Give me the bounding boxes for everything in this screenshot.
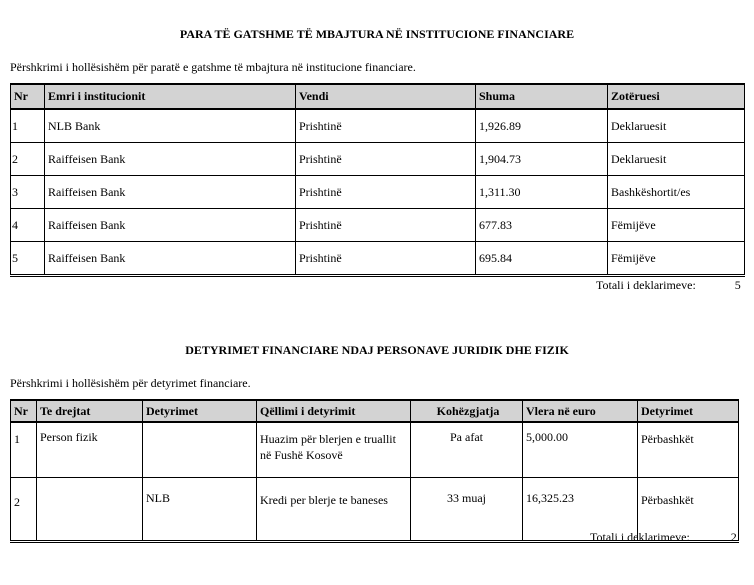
table-row bbox=[11, 109, 745, 143]
section1-total-value: 5 bbox=[734, 278, 741, 292]
section1-total bbox=[596, 278, 741, 293]
col-header-nr: Nr bbox=[11, 84, 45, 109]
section2-title: DETYRIMET FINANCIARE NDAJ PERSONAVE JURIDIK DHE FIZIK bbox=[185, 343, 569, 357]
cell-nr: 4 bbox=[11, 209, 45, 242]
section2-total-value: 2 bbox=[730, 530, 737, 544]
cell-liabilities-type: Përbashkët bbox=[638, 422, 739, 478]
table-row bbox=[11, 143, 745, 176]
cell-nr: 2 bbox=[11, 143, 45, 176]
table-row bbox=[11, 242, 745, 276]
cell-nr: 1 bbox=[11, 109, 45, 143]
cell-purpose: Huazim për blerjen e truallit në Fushë Kosovë bbox=[257, 422, 411, 478]
cell-rights: Person fizik bbox=[37, 422, 143, 478]
col-header-duration: Kohëzgjatja bbox=[411, 400, 523, 422]
table-row bbox=[11, 422, 739, 478]
cell-purpose: Kredi per blerje te baneses bbox=[257, 478, 411, 542]
section2-total-label: Totali i deklarimeve: bbox=[590, 530, 690, 544]
cell-liabilities: NLB bbox=[143, 478, 257, 542]
cell-owner: Bashkëshortit/es bbox=[608, 176, 745, 209]
col-header-amount: Shuma bbox=[476, 84, 608, 109]
cell-institution: Raiffeisen Bank bbox=[45, 143, 296, 176]
cell-duration: 33 muaj bbox=[411, 478, 523, 542]
col-header-location: Vendi bbox=[296, 84, 476, 109]
cell-rights bbox=[37, 478, 143, 542]
cell-amount: 677.83 bbox=[476, 209, 608, 242]
section2-total bbox=[590, 530, 737, 545]
col-header-institution: Emri i institucionit bbox=[45, 84, 296, 109]
cell-owner: Deklaruesit bbox=[608, 109, 745, 143]
col-header-owner: Zotëruesi bbox=[608, 84, 745, 109]
cell-amount: 1,904.73 bbox=[476, 143, 608, 176]
col-header-purpose: Qëllimi i detyrimit bbox=[257, 400, 411, 422]
col-header-liabilities-type: Detyrimet bbox=[638, 400, 739, 422]
cell-location: Prishtinë bbox=[296, 109, 476, 143]
section2-description: Përshkrimi i hollësishëm për detyrimet financiare. bbox=[10, 376, 251, 390]
cash-holdings-table bbox=[10, 83, 745, 277]
section1-title: PARA TË GATSHME TË MBAJTURA NË INSTITUCIONE FINANCIARE bbox=[179, 27, 575, 41]
cell-location: Prishtinë bbox=[296, 242, 476, 276]
cell-owner: Fëmijëve bbox=[608, 209, 745, 242]
col-header-liabilities: Detyrimet bbox=[143, 400, 257, 422]
col-header-nr: Nr bbox=[11, 400, 37, 422]
cell-owner: Fëmijëve bbox=[608, 242, 745, 276]
cell-nr: 3 bbox=[11, 176, 45, 209]
table-header-row bbox=[11, 84, 745, 109]
cell-liabilities bbox=[143, 422, 257, 478]
cell-institution: Raiffeisen Bank bbox=[45, 176, 296, 209]
col-header-value: Vlera në euro bbox=[523, 400, 638, 422]
financial-liabilities-table bbox=[10, 399, 739, 543]
cell-location: Prishtinë bbox=[296, 143, 476, 176]
cell-owner: Deklaruesit bbox=[608, 143, 745, 176]
cell-institution: Raiffeisen Bank bbox=[45, 242, 296, 276]
cell-value: 16,325.23 bbox=[523, 478, 638, 542]
cell-location: Prishtinë bbox=[296, 209, 476, 242]
cell-amount: 1,311.30 bbox=[476, 176, 608, 209]
table-row bbox=[11, 176, 745, 209]
table-row bbox=[11, 209, 745, 242]
cell-institution: NLB Bank bbox=[45, 109, 296, 143]
section1-description: Përshkrimi i hollësishëm për paratë e gatshme të mbajtura në institucione financiare. bbox=[10, 60, 416, 74]
cell-amount: 1,926.89 bbox=[476, 109, 608, 143]
cell-institution: Raiffeisen Bank bbox=[45, 209, 296, 242]
cell-liabilities-type: Përbashkët bbox=[638, 478, 739, 542]
section1-total-label: Totali i deklarimeve: bbox=[596, 278, 696, 292]
cell-nr: 5 bbox=[11, 242, 45, 276]
cell-value: 5,000.00 bbox=[523, 422, 638, 478]
cell-location: Prishtinë bbox=[296, 176, 476, 209]
table-header-row bbox=[11, 400, 739, 422]
cell-nr: 2 bbox=[11, 478, 37, 542]
cell-duration: Pa afat bbox=[411, 422, 523, 478]
cell-amount: 695.84 bbox=[476, 242, 608, 276]
col-header-rights: Te drejtat bbox=[37, 400, 143, 422]
cell-nr: 1 bbox=[11, 422, 37, 478]
